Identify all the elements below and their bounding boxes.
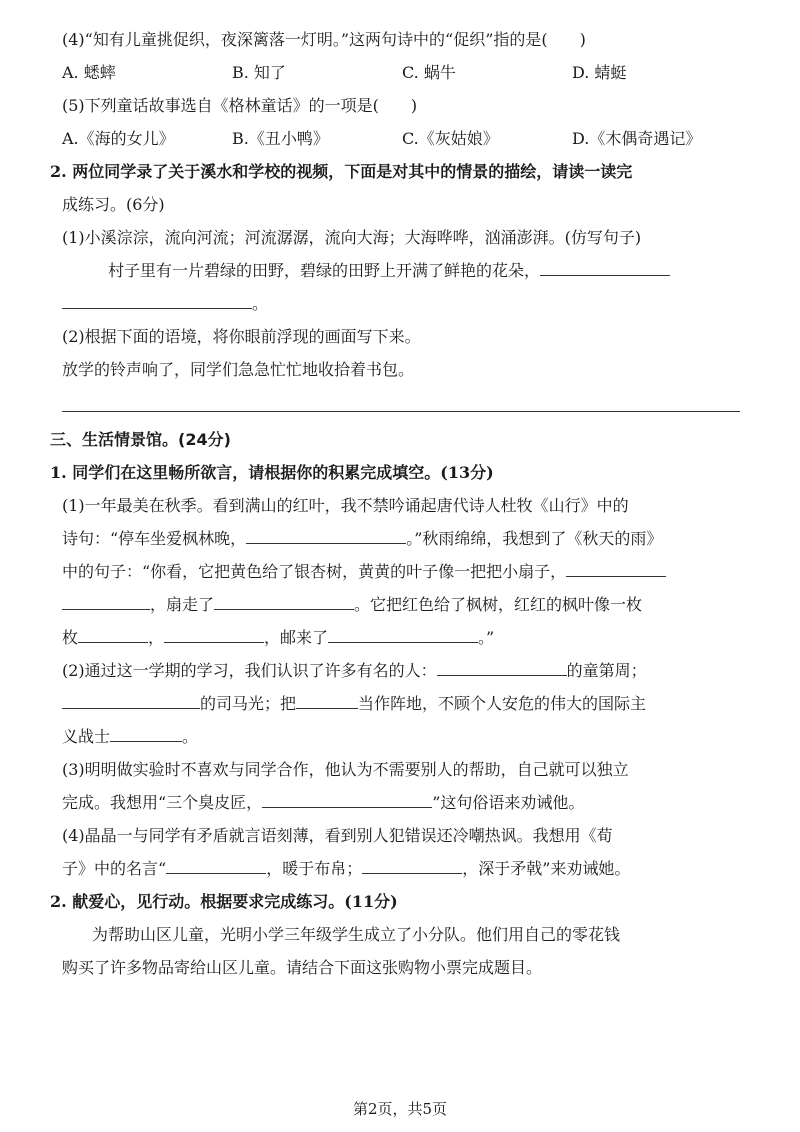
s3-sub3-line1: (3)明明做实验时不喜欢与同学合作，他认为不需要别人的帮助，自己就可以独立 bbox=[62, 760, 629, 779]
s3-sub3-text-b: ”这句俗语来劝诫他。 bbox=[432, 793, 585, 812]
s3-sub2-line3 bbox=[62, 725, 740, 749]
q5-option-c[interactable]: C.《灰姑娘》 bbox=[402, 129, 499, 148]
s3-blank-simaguang[interactable] bbox=[62, 692, 200, 709]
s3-sub2-line2 bbox=[62, 692, 740, 716]
q2-title-line2: 成练习。(6分) bbox=[62, 195, 165, 214]
q2-sub2-answer-line[interactable] bbox=[62, 410, 740, 412]
q2-sub2: (2)根据下面的语境，将你眼前浮现的画面写下来。 bbox=[62, 327, 421, 346]
s3-blank-xunzi-2[interactable] bbox=[362, 857, 462, 874]
s3-blank-yellow-3[interactable] bbox=[214, 593, 354, 610]
s3-sub1-line4 bbox=[62, 593, 740, 617]
s3-sub1-text-e: 。它把红色给了枫树，红红的枫叶像一枚 bbox=[354, 595, 643, 614]
s3-sub1-text-i: 。” bbox=[478, 628, 495, 647]
s3-sub1-text-c: 中的句子：“你看，它把黄色给了银杏树，黄黄的叶子像一把把小扇子， bbox=[62, 562, 567, 581]
s3-sub1-line5 bbox=[62, 626, 740, 650]
s3-sub2-text-c: 的司马光；把 bbox=[200, 694, 297, 713]
s3-sub4-text-b: ，暖于布帛； bbox=[266, 859, 363, 878]
section3-q2-title: 2. 献爱心，见行动。根据要求完成练习。(11分) bbox=[50, 892, 398, 911]
s3-blank-shanxing[interactable] bbox=[246, 527, 406, 544]
q4-option-a[interactable]: A. 蟋蟀 bbox=[62, 63, 116, 82]
page-footer: 第2页，共5页 bbox=[352, 1100, 448, 1118]
s3-sub4-text-a: 子》中的名言“ bbox=[62, 859, 167, 878]
s3-sub4-line2 bbox=[62, 857, 740, 881]
q4-option-b[interactable]: B. 知了 bbox=[232, 63, 286, 82]
s3-sub4-text-c: ，深于矛戟”来劝诫她。 bbox=[462, 859, 631, 878]
s3-sub3-text-a: 完成。我想用“三个臭皮匠， bbox=[62, 793, 263, 812]
s3-sub3-line2 bbox=[62, 791, 740, 815]
s3-blank-red-1[interactable] bbox=[78, 626, 148, 643]
q4-options bbox=[62, 61, 740, 85]
q2-sub2-text: 放学的铃声响了，同学们急急忙忙地收拾着书包。 bbox=[62, 360, 415, 379]
q5-option-a[interactable]: A.《海的女儿》 bbox=[62, 129, 175, 148]
s3-blank-red-3[interactable] bbox=[328, 626, 478, 643]
q2-sub1-line2 bbox=[62, 292, 740, 316]
s3-sub2-line1 bbox=[62, 659, 740, 683]
q5-stem: (5)下列童话故事选自《格林童话》的一项是( ) bbox=[62, 96, 418, 115]
section3-q1-title: 1. 同学们在这里畅所欲言，请根据你的积累完成填空。(13分) bbox=[50, 463, 494, 482]
q4-option-d[interactable]: D. 蜻蜓 bbox=[572, 63, 627, 82]
s3-sub2-text-e: 义战士 bbox=[62, 727, 111, 746]
q4-option-c[interactable]: C. 蜗牛 bbox=[402, 63, 456, 82]
q2-sub1-end: 。 bbox=[252, 294, 269, 313]
s3-sub1-text-h: ，邮来了 bbox=[264, 628, 329, 647]
q4-stem: (4)“知有儿童挑促织，夜深篱落一灯明。”这两句诗中的“促织”指的是( ) bbox=[62, 30, 586, 49]
q2-sub1-text: 村子里有一片碧绿的田野，碧绿的田野上开满了鲜艳的花朵， bbox=[108, 261, 541, 280]
q2-title-line1: 2. 两位同学录了关于溪水和学校的视频，下面是对其中的情景的描绘，请读一读完 bbox=[50, 162, 633, 181]
q2-sub1-blank-2[interactable] bbox=[62, 292, 252, 309]
q2-sub1-line bbox=[62, 259, 740, 283]
s3-sub1-line2 bbox=[62, 527, 740, 551]
s3-sub1-text-g: ， bbox=[148, 628, 165, 647]
s3-blank-xunzi-1[interactable] bbox=[166, 857, 266, 874]
s3-sub1-line1: (1)一年最美在秋季。看到满山的红叶，我不禁吟诵起唐代诗人杜牧《山行》中的 bbox=[62, 496, 629, 515]
s3-sub2-text-a: (2)通过这一学期的学习，我们认识了许多有名的人： bbox=[62, 661, 437, 680]
s3-sub1-text-d: ，扇走了 bbox=[150, 595, 215, 614]
s3-sub4-line1: (4)晶晶一与同学有矛盾就言语刻薄，看到别人犯错误还冷嘲热讽。我想用《荀 bbox=[62, 826, 613, 845]
s3-sub1-text-f: 枚 bbox=[62, 628, 79, 647]
s3-q2-line2: 购买了许多物品寄给山区儿童。请结合下面这张购物小票完成题目。 bbox=[62, 958, 543, 977]
q5-option-b[interactable]: B.《丑小鸭》 bbox=[232, 129, 329, 148]
s3-blank-yellow-2[interactable] bbox=[62, 593, 150, 610]
q2-sub1-blank-1[interactable] bbox=[540, 259, 670, 276]
s3-blank-zhanshi[interactable] bbox=[110, 725, 182, 742]
s3-sub2-text-b: 的童第周； bbox=[566, 661, 647, 680]
s3-sub1-text-b: 。”秋雨绵绵，我想到了《秋天的雨》 bbox=[406, 529, 663, 548]
s3-q2-line1: 为帮助山区儿童，光明小学三年级学生成立了小分队。他们用自己的零花钱 bbox=[92, 925, 621, 944]
s3-blank-proverb[interactable] bbox=[262, 791, 432, 808]
q5-option-d[interactable]: D.《木偶奇遇记》 bbox=[572, 129, 702, 148]
s3-blank-red-2[interactable] bbox=[164, 626, 264, 643]
section3-title: 三、生活情景馆。(24分) bbox=[50, 430, 231, 449]
s3-blank-zhendi[interactable] bbox=[296, 692, 358, 709]
s3-blank-tongdizhou[interactable] bbox=[437, 659, 567, 676]
s3-sub1-text-a: 诗句：“停车坐爱枫林晚， bbox=[62, 529, 247, 548]
s3-sub2-text-d: 当作阵地，不顾个人安危的伟大的国际主 bbox=[358, 694, 647, 713]
s3-sub1-line3 bbox=[62, 560, 740, 584]
s3-blank-yellow-1[interactable] bbox=[566, 560, 666, 577]
q5-options bbox=[62, 127, 740, 151]
s3-sub2-text-f: 。 bbox=[182, 727, 199, 746]
q2-sub1: (1)小溪淙淙，流向河流；河流潺潺，流向大海；大海哗哗，汹涌澎湃。(仿写句子) bbox=[62, 228, 642, 247]
